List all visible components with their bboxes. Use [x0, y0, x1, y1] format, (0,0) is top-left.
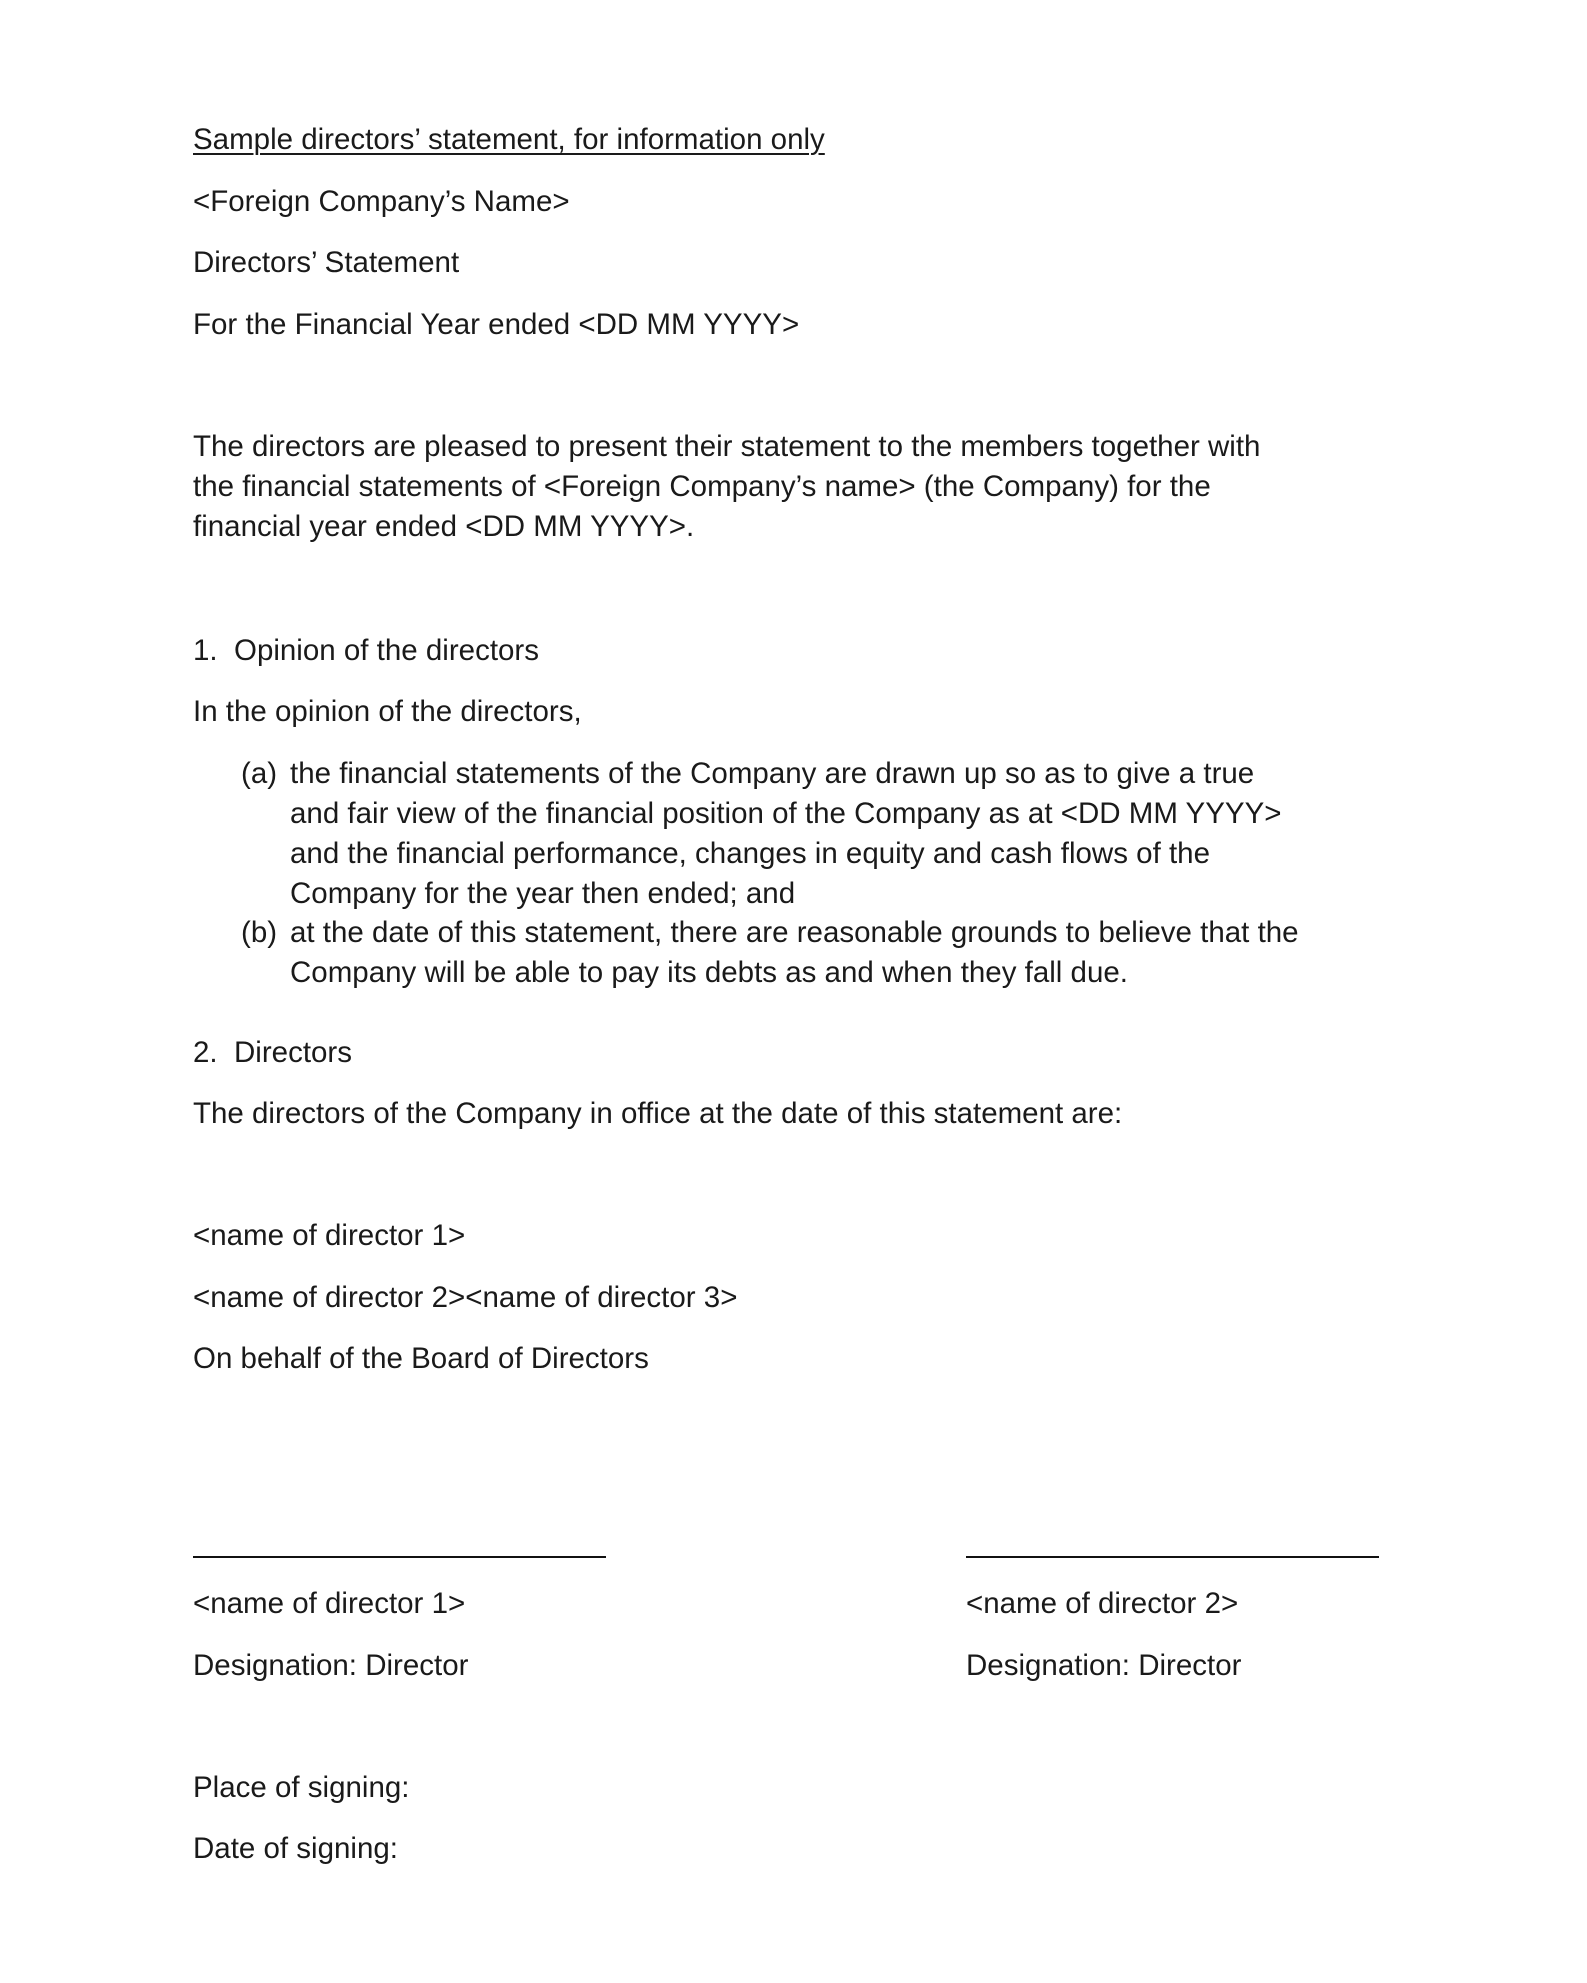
section-2-heading: 2. Directors — [193, 1036, 353, 1069]
item-text — [290, 913, 1299, 993]
date-of-signing: Date of signing: — [193, 1832, 398, 1865]
on-behalf-text: On behalf of the Board of Directors — [193, 1342, 649, 1375]
item-line: Company for the year then ended; and — [290, 877, 796, 910]
item-line: and fair view of the financial position of the Company as at <DD MM YYYY> — [290, 797, 1282, 830]
intro-line: The directors are pleased to present their statement to the members together with — [193, 430, 1261, 463]
section-1-lead: In the opinion of the directors, — [193, 695, 582, 728]
signatory-left-name: <name of director 1> — [193, 1587, 466, 1620]
company-name: <Foreign Company’s Name> — [193, 185, 570, 218]
directors-2-3-names: <name of director 2><name of director 3> — [193, 1281, 738, 1314]
item-text — [290, 754, 1282, 914]
item-line: at the date of this statement, there are reasonable grounds to believe that the — [290, 916, 1299, 949]
signatory-right-designation: Designation: Director — [966, 1649, 1242, 1682]
item-label: (a) — [241, 757, 278, 790]
section-2-lead: The directors of the Company in office at the date of this statement are: — [193, 1097, 1123, 1130]
sample-notice: Sample directors’ statement, for information only — [193, 123, 825, 156]
place-of-signing: Place of signing: — [193, 1771, 410, 1804]
item-line: Company will be able to pay its debts as and when they fall due. — [290, 956, 1128, 989]
financial-period: For the Financial Year ended <DD MM YYYY> — [193, 308, 800, 341]
item-line: and the financial performance, changes in equity and cash flows of the — [290, 837, 1210, 870]
intro-line: financial year ended <DD MM YYYY>. — [193, 510, 695, 543]
item-line: the financial statements of the Company are drawn up so as to give a true — [290, 757, 1255, 790]
document-title: Directors’ Statement — [193, 246, 460, 279]
item-label: (b) — [241, 916, 278, 949]
signatory-right-name: <name of director 2> — [966, 1587, 1239, 1620]
intro-line: the financial statements of <Foreign Company’s name> (the Company) for the — [193, 470, 1211, 503]
director-1-name: <name of director 1> — [193, 1219, 466, 1252]
signature-line-right — [966, 1556, 1379, 1558]
intro-paragraph — [193, 427, 1413, 547]
section-1-heading: 1. Opinion of the directors — [193, 634, 539, 667]
signatory-left-designation: Designation: Director — [193, 1649, 469, 1682]
signature-line-left — [193, 1556, 606, 1558]
